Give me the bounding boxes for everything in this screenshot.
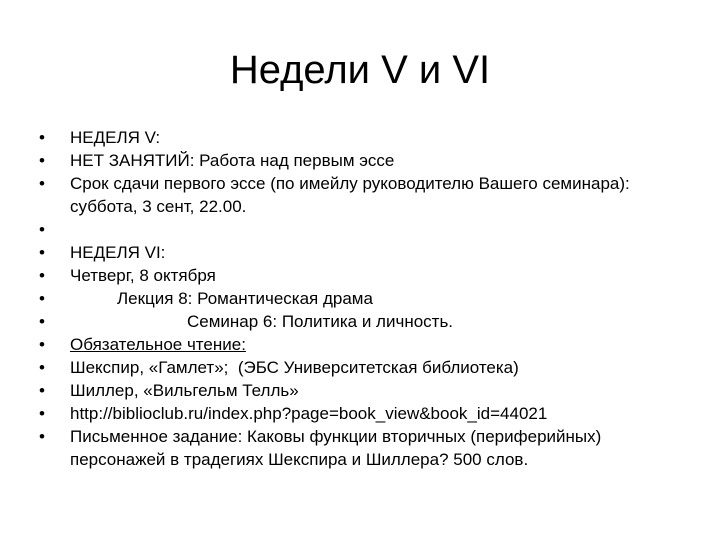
bullet-list xyxy=(36,126,696,471)
bullet-text: НЕТ ЗАНЯТИЙ: Работа над первым эссе xyxy=(70,151,395,170)
bullet-item xyxy=(36,333,696,356)
bullet-item xyxy=(36,356,696,379)
bullet-text: Лекция 8: Романтическая драма xyxy=(117,289,373,308)
bullet-text: Обязательное чтение: xyxy=(70,335,246,354)
bullet-text: Шиллер, «Вильгельм Телль» xyxy=(70,381,299,400)
bullet-item xyxy=(36,264,696,287)
bullet-icon: • xyxy=(39,358,45,377)
bullet-icon: • xyxy=(39,128,45,147)
bullet-text: НЕДЕЛЯ V: xyxy=(70,128,161,147)
bullet-text: Шекспир, «Гамлет»; (ЭБС Университетская библиотека) xyxy=(70,358,519,377)
bullet-item xyxy=(36,172,696,218)
bullet-icon: • xyxy=(39,335,45,354)
bullet-icon: • xyxy=(39,151,45,170)
bullet-icon: • xyxy=(39,174,45,193)
bullet-text: НЕДЕЛЯ VI: xyxy=(70,243,166,262)
bullet-item xyxy=(36,402,696,425)
bullet-item xyxy=(36,287,696,310)
bullet-icon: • xyxy=(39,404,45,423)
bullet-icon: • xyxy=(39,266,45,285)
bullet-text: Письменное задание: Каковы функции вторичных (периферийных) персонажей в традегиях Шекспира и Шиллера? 500 слов. xyxy=(70,427,607,469)
url-text: http://biblioclub.ru/index.php?page=book_view&book_id=44021 xyxy=(70,404,548,423)
bullet-item xyxy=(36,425,696,471)
bullet-item xyxy=(36,241,696,264)
bullet-icon: • xyxy=(39,381,45,400)
bullet-item-empty xyxy=(36,218,696,241)
bullet-icon: • xyxy=(39,427,45,446)
bullet-item xyxy=(36,310,696,333)
bullet-icon: • xyxy=(39,289,45,308)
bullet-item xyxy=(36,126,696,149)
slide-title: Недели V и VI xyxy=(229,48,491,92)
bullet-icon: • xyxy=(39,243,45,262)
bullet-text: Четверг, 8 октября xyxy=(70,266,216,285)
bullet-icon: • xyxy=(39,312,45,331)
bullet-item xyxy=(36,379,696,402)
bullet-icon: • xyxy=(39,220,45,239)
bullet-item xyxy=(36,149,696,172)
bullet-text: Срок сдачи первого эссе (по имейлу руководителю Вашего семинара): суббота, 3 сент, 22.00. xyxy=(70,174,635,216)
bullet-text: Семинар 6: Политика и личность. xyxy=(187,312,454,331)
